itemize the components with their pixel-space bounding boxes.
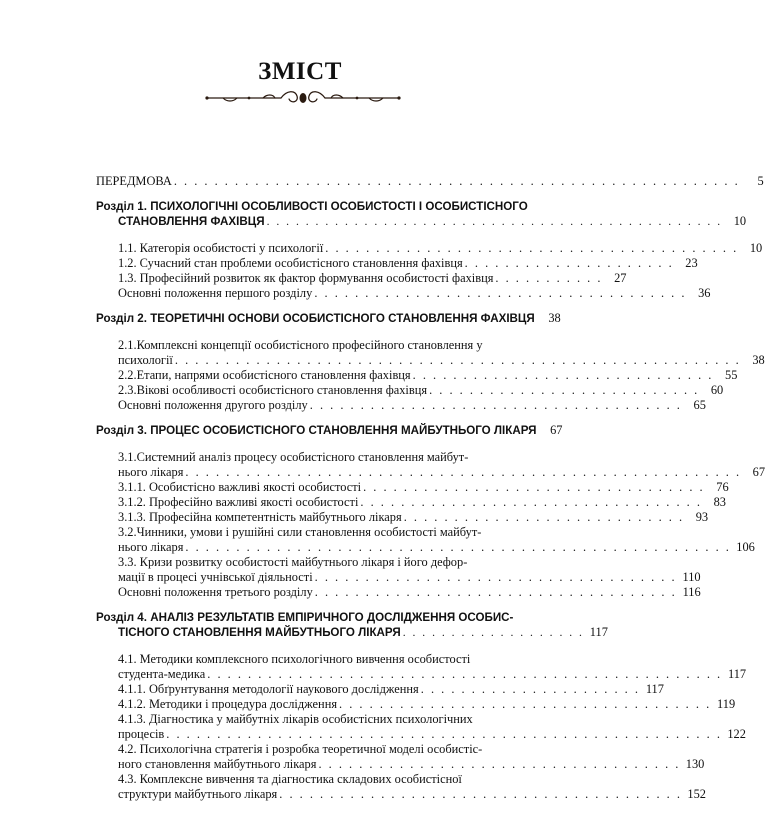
entry-label: ного становлення майбутнього лікаря [118, 757, 317, 771]
dot-leader: . . . . . . . . . . . . . . . . . . . . . . . . . . . . . . . . . . . . . [314, 286, 687, 300]
toc-entry[interactable] [96, 241, 763, 256]
page-number: 23 [685, 256, 698, 270]
page-number: 117 [727, 667, 747, 681]
toc-entry-line[interactable]: 3.2.Чинники, умови і рушійні сили становлення особистості майбут- [118, 525, 482, 539]
entry-label: 2.3.Вікові особливості особистісного становлення фахівця [118, 383, 428, 397]
page-number: 67 [752, 465, 765, 479]
entry-label: 3.1.3. Професійна компетентність майбутнього лікаря [118, 510, 402, 524]
page-number: 36 [698, 286, 711, 300]
toc-entry[interactable] [96, 727, 746, 742]
page-number: 152 [687, 787, 706, 801]
toc-entry[interactable] [96, 787, 706, 802]
toc-entry[interactable] [96, 682, 664, 697]
toc-entry-chapter-3[interactable] [96, 423, 563, 438]
page-number: 83 [713, 495, 726, 509]
dot-leader: . . . . . . . . . . . . . . . . . . . . . . . . . . . . . . . . . . . . . . . . . . . . . . . . . . . . . . . . [174, 353, 741, 367]
toc-entry[interactable] [96, 540, 755, 555]
toc-entry[interactable] [96, 570, 701, 585]
table-of-contents [96, 170, 765, 802]
dot-leader: . . . . . . . . . . . . . . . . . . . . . . . . . . . . . . . . . . . . . [339, 697, 712, 711]
dot-leader: . . . . . . . . . . . . . . . . . . . . . . . . . . . . . . . . . . . . . . . . . . . . . . . . . . . . . . [185, 540, 731, 554]
entry-label: Розділ 2. ТЕОРЕТИЧНІ ОСНОВИ ОСОБИСТІСНОГО СТАНОВЛЕННЯ ФАХІВЦЯ [96, 312, 535, 325]
entry-label: студента-медика [118, 667, 206, 681]
entry-label: ПЕРЕДМОВА [96, 174, 172, 188]
dot-leader: . . . . . . . . . . . . . . . . . . . . . . [420, 682, 640, 696]
entry-label: СТАНОВЛЕННЯ ФАХІВЦЯ [118, 215, 265, 228]
dot-leader: . . . . . . . . . . . . . . . . . . . . . . . . . . . . . . . . . . . . . . . . . . . . . . . . . . . . . . . . [173, 174, 740, 188]
dot-leader: . . . . . . . . . . . . . . . . . . . . . . . . . . . . . . . . . . . . . . . . . [325, 241, 739, 255]
entry-label: нього лікаря [118, 540, 184, 554]
entry-label: Основні положення другого розділу [118, 398, 308, 412]
toc-entry[interactable] [96, 256, 698, 271]
page-number: 106 [736, 540, 755, 554]
dot-leader: . . . . . . . . . . . . . . . . . . . . . . . . . . . . . . . . . . . . . [309, 398, 682, 412]
dot-leader: . . . . . . . . . . . . . . . . . . . . . [464, 256, 674, 270]
entry-label: 3.1.2. Професійно важливі якості особистості [118, 495, 359, 509]
entry-label: 4.1.2. Методики і процедура дослідження [118, 697, 338, 711]
toc-entry[interactable] [96, 353, 765, 368]
toc-entry[interactable] [96, 480, 729, 495]
page-number: 55 [725, 368, 738, 382]
chapter-heading-4[interactable]: Розділ 4. АНАЛІЗ РЕЗУЛЬТАТІВ ЕМПІРИЧНОГО ДОСЛІДЖЕННЯ ОСОБИС- [96, 611, 514, 624]
page-title: ЗМІСТ [258, 58, 342, 85]
page-number: 117 [589, 625, 608, 639]
page-number: 38 [752, 353, 765, 367]
dot-leader: . . . . . . . . . . . . . . . . . . . . . . . . . . . . . . . . . . . . . . . . . . . . . . . . . . . . . . . [185, 465, 742, 479]
page-number: 130 [685, 757, 705, 771]
toc-entry-chapter-2[interactable] [96, 311, 561, 326]
dot-leader: . . . . . . . . . . . . . . . . . . . . . . . . . . . . . . . . . . . . . . . . [279, 787, 682, 801]
toc-entry-chapter-1[interactable] [96, 214, 747, 229]
entry-label: ТІСНОГО СТАНОВЛЕННЯ МАЙБУТНЬОГО ЛІКАРЯ [118, 626, 401, 639]
toc-entry-line[interactable]: 4.1. Методики комплексного психологічного вивчення особистості [118, 652, 471, 666]
entry-label: психології [118, 353, 173, 367]
toc-entry[interactable] [96, 383, 724, 398]
dot-leader: . . . . . . . . . . . . . . . . . . . [402, 626, 584, 639]
page-number: 76 [716, 480, 729, 494]
dot-leader: . . . . . . . . . . . . . . . . . . . . . . . . . . . . . . . . . . [360, 495, 702, 509]
toc-entry-preface[interactable] [96, 174, 764, 189]
entry-label: мації в процесі учнівської діяльності [118, 570, 313, 584]
page-number: 38 [548, 311, 561, 325]
toc-entry-line[interactable]: 2.1.Комплексні концепції особистісного професійного становлення у [118, 338, 483, 352]
page-number: 60 [710, 383, 724, 397]
page-number: 110 [682, 570, 701, 584]
page-number: 10 [749, 241, 763, 255]
dot-leader: . . . . . . . . . . . . . . . . . . . . . . . . . . . . . . . . . . [363, 480, 705, 494]
toc-entry-line[interactable]: 4.1.3. Діагностика у майбутніх лікарів особистісних психологічних [118, 712, 473, 726]
toc-entry[interactable] [96, 398, 706, 413]
dot-leader: . . . . . . . . . . . [495, 271, 603, 285]
toc-entry-line[interactable]: 3.1.Системний аналіз процесу особистісного становлення майбут- [118, 450, 469, 464]
entry-label: 1.1. Категорія особистості у психології [118, 241, 324, 255]
toc-entry[interactable] [96, 286, 711, 301]
toc-entry-line[interactable]: 4.3. Комплексне вивчення та діагностика складових особистісної [118, 772, 462, 786]
chapter-heading-1[interactable]: Розділ 1. ПСИХОЛОГІЧНІ ОСОБЛИВОСТІ ОСОБИСТОСТІ І ОСОБИСТІСНОГО [96, 200, 528, 213]
page-number: 116 [682, 585, 701, 599]
page-number: 93 [695, 510, 709, 524]
dot-leader: . . . . . . . . . . . . . . . . . . . . . . . . . . . . . . . . . . . . . . . . . . . . . . . . . . . . . . . [166, 727, 722, 741]
page-number: 27 [614, 271, 627, 285]
entry-label: Розділ 3. ПРОЦЕС ОСОБИСТІСНОГО СТАНОВЛЕННЯ МАЙБУТНЬОГО ЛІКАРЯ [96, 424, 537, 437]
toc-entry[interactable] [96, 495, 726, 510]
dot-leader: . . . . . . . . . . . . . . . . . . . . . . . . . . . [429, 383, 700, 397]
entry-label: 3.1.1. Особистісно важливі якості особистості [118, 480, 362, 494]
toc-entry[interactable] [96, 465, 765, 480]
toc-entry-chapter-4[interactable] [96, 625, 608, 640]
dot-leader: . . . . . . . . . . . . . . . . . . . . . . . . . . . . [403, 510, 685, 524]
toc-entry[interactable] [96, 667, 747, 682]
entry-label: процесів [118, 727, 165, 741]
entry-label: 1.3. Професійний розвиток як фактор формування особистості фахівця [118, 271, 494, 285]
toc-entry-line[interactable]: 4.2. Психологічна стратегія і розробка теоретичної моделі особистіс- [118, 742, 483, 756]
page-number: 122 [727, 727, 746, 741]
toc-entry-line[interactable]: 3.3. Кризи розвитку особистості майбутнього лікаря і його дефор- [118, 555, 468, 569]
toc-entry[interactable] [96, 271, 627, 286]
dot-leader: . . . . . . . . . . . . . . . . . . . . . . . . . . . . . . . . . . . . [318, 757, 681, 771]
decorative-flourish-icon [203, 88, 403, 108]
dot-leader: . . . . . . . . . . . . . . . . . . . . . . . . . . . . . . . . . . . . [314, 585, 677, 599]
entry-label: 4.1.1. Обґрунтування методології наукового дослідження [118, 682, 419, 696]
dot-leader: . . . . . . . . . . . . . . . . . . . . . . . . . . . . . . . . . . . . . . . . . . . . . . . [266, 215, 723, 228]
toc-entry[interactable] [96, 368, 738, 383]
toc-entry[interactable] [96, 697, 736, 712]
page-number: 67 [550, 423, 563, 437]
page-number: 119 [717, 697, 736, 711]
toc-entry[interactable] [96, 510, 709, 525]
dot-leader: . . . . . . . . . . . . . . . . . . . . . . . . . . . . . . . . . . . . . . . . . . . . . . . . . . . [207, 667, 723, 681]
entry-label: нього лікаря [118, 465, 184, 479]
entry-label: Основні положення третього розділу [118, 585, 313, 599]
page-number: 10 [733, 214, 747, 228]
entry-label: структури майбутнього лікаря [118, 787, 278, 801]
page-number: 5 [757, 174, 764, 188]
entry-label: 1.2. Сучасний стан проблеми особистісного становлення фахівця [118, 256, 463, 270]
entry-label: 2.2.Етапи, напрями особистісного становлення фахівця [118, 368, 411, 382]
toc-entry[interactable] [96, 757, 705, 772]
page-number: 65 [693, 398, 706, 412]
dot-leader: . . . . . . . . . . . . . . . . . . . . . . . . . . . . . . [412, 368, 714, 382]
dot-leader: . . . . . . . . . . . . . . . . . . . . . . . . . . . . . . . . . . . . [314, 570, 677, 584]
toc-entry[interactable] [96, 585, 701, 600]
entry-label: Основні положення першого розділу [118, 286, 313, 300]
page-number: 117 [645, 682, 664, 696]
